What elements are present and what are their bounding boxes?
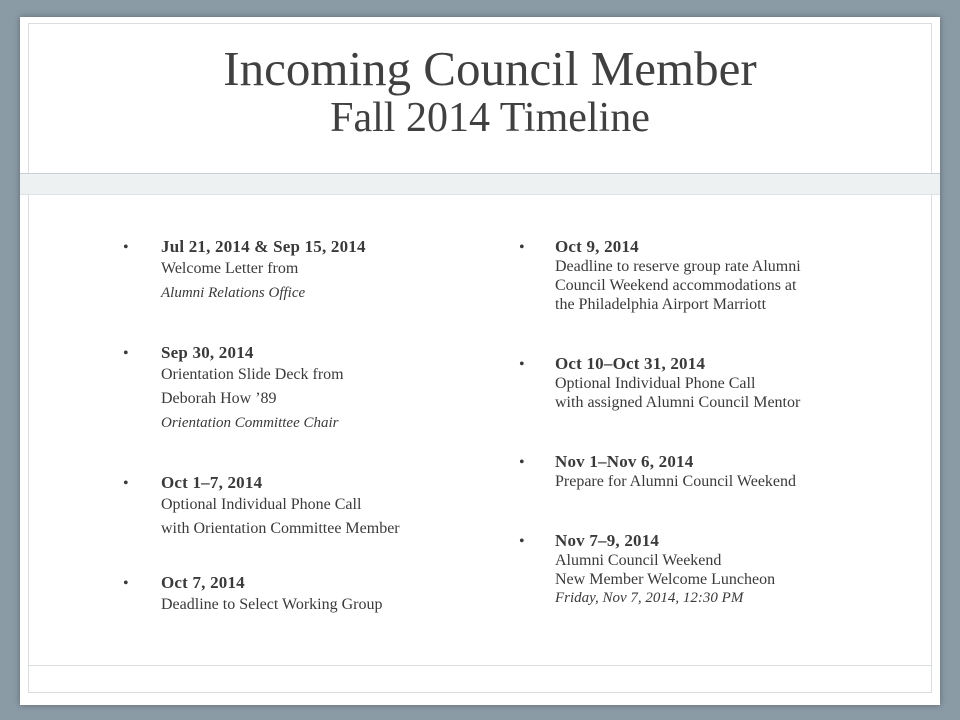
item-text: Deadline to reserve group rate Alumni bbox=[555, 258, 801, 275]
right-column bbox=[515, 237, 875, 645]
title-divider-band bbox=[20, 173, 940, 195]
item-text: Optional Individual Phone Call bbox=[555, 375, 756, 392]
timeline-item bbox=[515, 452, 875, 491]
item-date: Nov 7–9, 2014 bbox=[555, 531, 660, 550]
item-text: Welcome Letter from bbox=[161, 260, 299, 277]
timeline-item bbox=[515, 354, 875, 412]
bullet-icon: • bbox=[123, 575, 129, 592]
bullet-icon: • bbox=[519, 239, 525, 256]
item-date: Nov 1–Nov 6, 2014 bbox=[555, 452, 694, 471]
bullet-icon: • bbox=[519, 454, 525, 471]
slide bbox=[20, 17, 940, 705]
item-text: Orientation Slide Deck from bbox=[161, 366, 344, 383]
item-text: Deborah How ’89 bbox=[161, 390, 277, 407]
item-text: Optional Individual Phone Call bbox=[161, 496, 362, 513]
title-line-2: Fall 2014 Timeline bbox=[330, 94, 650, 141]
item-date: Jul 21, 2014 & Sep 15, 2014 bbox=[161, 237, 366, 256]
bullet-icon: • bbox=[123, 345, 129, 362]
item-text: Alumni Council Weekend bbox=[555, 552, 722, 569]
item-text: New Member Welcome Luncheon bbox=[555, 571, 776, 588]
bullet-icon: • bbox=[519, 533, 525, 550]
timeline-item bbox=[121, 237, 501, 305]
item-date: Oct 7, 2014 bbox=[161, 573, 245, 592]
bullet-icon: • bbox=[123, 475, 129, 492]
left-column bbox=[121, 237, 501, 649]
item-text: Orientation Committee Chair bbox=[161, 415, 339, 431]
item-date: Oct 10–Oct 31, 2014 bbox=[555, 354, 706, 373]
footer-divider bbox=[28, 665, 932, 666]
timeline-item bbox=[121, 473, 501, 541]
timeline-item bbox=[121, 573, 501, 617]
item-date: Sep 30, 2014 bbox=[161, 343, 254, 362]
timeline-item bbox=[515, 237, 875, 314]
item-text: Prepare for Alumni Council Weekend bbox=[555, 473, 797, 490]
bullet-icon: • bbox=[123, 239, 129, 256]
title-line-1: Incoming Council Member bbox=[223, 41, 757, 96]
timeline-item bbox=[515, 531, 875, 608]
slide-title bbox=[20, 43, 960, 141]
item-text: Alumni Relations Office bbox=[161, 285, 306, 301]
item-text: with assigned Alumni Council Mentor bbox=[555, 394, 801, 411]
item-text: with Orientation Committee Member bbox=[161, 520, 400, 537]
item-text: Friday, Nov 7, 2014, 12:30 PM bbox=[555, 590, 744, 606]
item-text: Deadline to Select Working Group bbox=[161, 596, 383, 613]
item-date: Oct 9, 2014 bbox=[555, 237, 639, 256]
item-text: Council Weekend accommodations at bbox=[555, 277, 797, 294]
item-text: the Philadelphia Airport Marriott bbox=[555, 296, 767, 313]
item-date: Oct 1–7, 2014 bbox=[161, 473, 263, 492]
timeline-item bbox=[121, 343, 501, 435]
bullet-icon: • bbox=[519, 356, 525, 373]
